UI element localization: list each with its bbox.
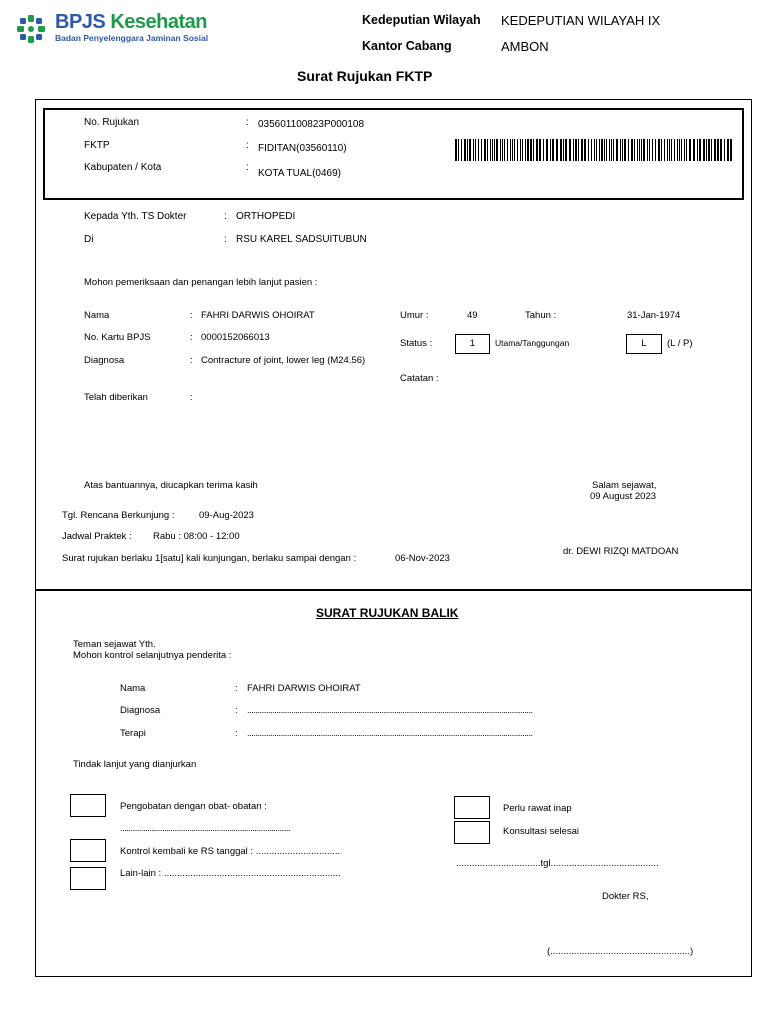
logo-title-kesehatan: Kesehatan xyxy=(110,11,207,33)
jadwal-label: Jadwal Praktek : xyxy=(62,531,132,542)
bpjs-logo-icon xyxy=(16,14,46,44)
cabang-label: Kantor Cabang xyxy=(362,39,452,53)
kartu-label: No. Kartu BPJS xyxy=(84,332,151,343)
kabupaten-label: Kabupaten / Kota xyxy=(84,162,162,173)
colon: : xyxy=(235,683,238,694)
no-rujukan-label: No. Rujukan xyxy=(84,117,140,128)
rawat-inap-checkbox[interactable] xyxy=(454,796,490,819)
colon: : xyxy=(224,211,227,222)
letter-date: 09 August 2023 xyxy=(590,491,657,502)
berlaku-value: 06-Nov-2023 xyxy=(395,553,450,564)
utama-label: Utama/Tanggungan xyxy=(495,338,570,348)
colon: : xyxy=(190,355,193,366)
colon: : xyxy=(246,162,249,173)
telah-label: Telah diberikan xyxy=(84,392,148,403)
balik-nama-label: Nama xyxy=(120,683,146,694)
balik-nama-value: FAHRI DARWIS OHOIRAT xyxy=(247,683,361,694)
tahun-label: Tahun : xyxy=(525,310,557,321)
logo-subtitle: Badan Penyelenggara Jaminan Sosial xyxy=(55,33,209,43)
terapi-dotted-field[interactable]: ........................................................................................................................................ xyxy=(247,728,533,738)
dokter-rs-label: Dokter RS, xyxy=(602,891,649,902)
colon: : xyxy=(190,310,193,321)
diagnosa-dotted-field[interactable]: ........................................................................................................................................ xyxy=(247,705,533,715)
signature-line[interactable]: (.....................................................) xyxy=(547,946,694,957)
balik-title: SURAT RUJUKAN BALIK xyxy=(316,606,459,620)
kontrol-checkbox[interactable] xyxy=(70,839,106,862)
fktp-value: FIDITAN(03560110) xyxy=(258,143,347,154)
bpjs-logo-wordmark xyxy=(55,11,207,34)
salam-text: Salam sejawat, xyxy=(592,480,657,491)
cabang-value: AMBON xyxy=(501,39,549,54)
diagnosa-label: Diagnosa xyxy=(84,355,125,366)
nama-value: FAHRI DARWIS OHOIRAT xyxy=(201,310,315,321)
tahun-value: 31-Jan-1974 xyxy=(627,310,681,321)
tgl-line[interactable]: ................................tgl......................................... xyxy=(456,858,659,869)
umur-value: 49 xyxy=(467,310,478,321)
di-label: Di xyxy=(84,234,94,245)
umur-label: Umur : xyxy=(400,310,429,321)
rawat-inap-label: Perlu rawat inap xyxy=(503,803,572,814)
lain-checkbox[interactable] xyxy=(70,867,106,890)
kabupaten-value: KOTA TUAL(0469) xyxy=(258,168,341,179)
obat-checkbox[interactable] xyxy=(70,794,106,817)
colon: : xyxy=(224,234,227,245)
lain-label: Lain-lain : ................................................................... xyxy=(120,868,341,879)
kepada-value: ORTHOPEDI xyxy=(236,211,296,222)
tindak-text: Tindak lanjut yang dianjurkan xyxy=(73,759,197,770)
sex-value-box: L xyxy=(626,334,662,354)
diagnosa-value: Contracture of joint, lower leg (M24.56) xyxy=(201,355,366,366)
kartu-value: 0000152066013 xyxy=(201,332,270,343)
deputi-label: Kedeputian Wilayah xyxy=(362,13,481,27)
nama-label: Nama xyxy=(84,310,110,321)
doctor-name: dr. DEWI RIZQI MATDOAN xyxy=(563,546,679,557)
no-rujukan-value: 035601100823P000108 xyxy=(258,119,365,130)
teman-text: Teman sejawat Yth. xyxy=(73,639,156,650)
terapi-label: Terapi xyxy=(120,728,146,739)
konsultasi-checkbox[interactable] xyxy=(454,821,490,844)
barcode-icon xyxy=(455,139,735,161)
mohon-text: Mohon pemeriksaan dan penangan lebih lanjut pasien : xyxy=(84,277,318,288)
colon: : xyxy=(190,392,193,403)
sex-hint: (L / P) xyxy=(667,338,693,349)
balik-mohon-text: Mohon kontrol selanjutnya penderita : xyxy=(73,650,232,661)
rencana-value: 09-Aug-2023 xyxy=(199,510,254,521)
obat-label: Pengobatan dengan obat- obatan : xyxy=(120,801,267,812)
logo-title-bpjs: BPJS xyxy=(55,11,106,33)
colon: : xyxy=(246,117,249,128)
colon: : xyxy=(235,728,238,739)
jadwal-value: Rabu : 08:00 - 12:00 xyxy=(153,531,240,542)
rencana-label: Tgl. Rencana Berkunjung : xyxy=(62,510,175,521)
konsultasi-label: Konsultasi selesai xyxy=(503,826,580,837)
fktp-label: FKTP xyxy=(84,140,110,151)
balik-diagnosa-label: Diagnosa xyxy=(120,705,161,716)
catatan-label: Catatan : xyxy=(400,373,439,384)
colon: : xyxy=(190,332,193,343)
colon: : xyxy=(235,705,238,716)
thanks-text: Atas bantuannya, diucapkan terima kasih xyxy=(84,480,258,491)
berlaku-text: Surat rujukan berlaku 1[satu] kali kunjungan, berlaku sampai dengan : xyxy=(62,553,357,564)
di-value: RSU KAREL SADSUITUBUN xyxy=(236,234,367,245)
page-title: Surat Rujukan FKTP xyxy=(297,68,433,84)
status-value-box: 1 xyxy=(455,334,490,354)
deputi-value: KEDEPUTIAN WILAYAH IX xyxy=(501,13,661,28)
colon: : xyxy=(246,140,249,151)
kontrol-label: Kontrol kembali ke RS tanggal : ................................ xyxy=(120,846,341,857)
kepada-label: Kepada Yth. TS Dokter xyxy=(84,211,187,222)
obat-dotted-field[interactable]: ................................................................................. xyxy=(120,823,291,833)
status-label: Status : xyxy=(400,338,433,349)
